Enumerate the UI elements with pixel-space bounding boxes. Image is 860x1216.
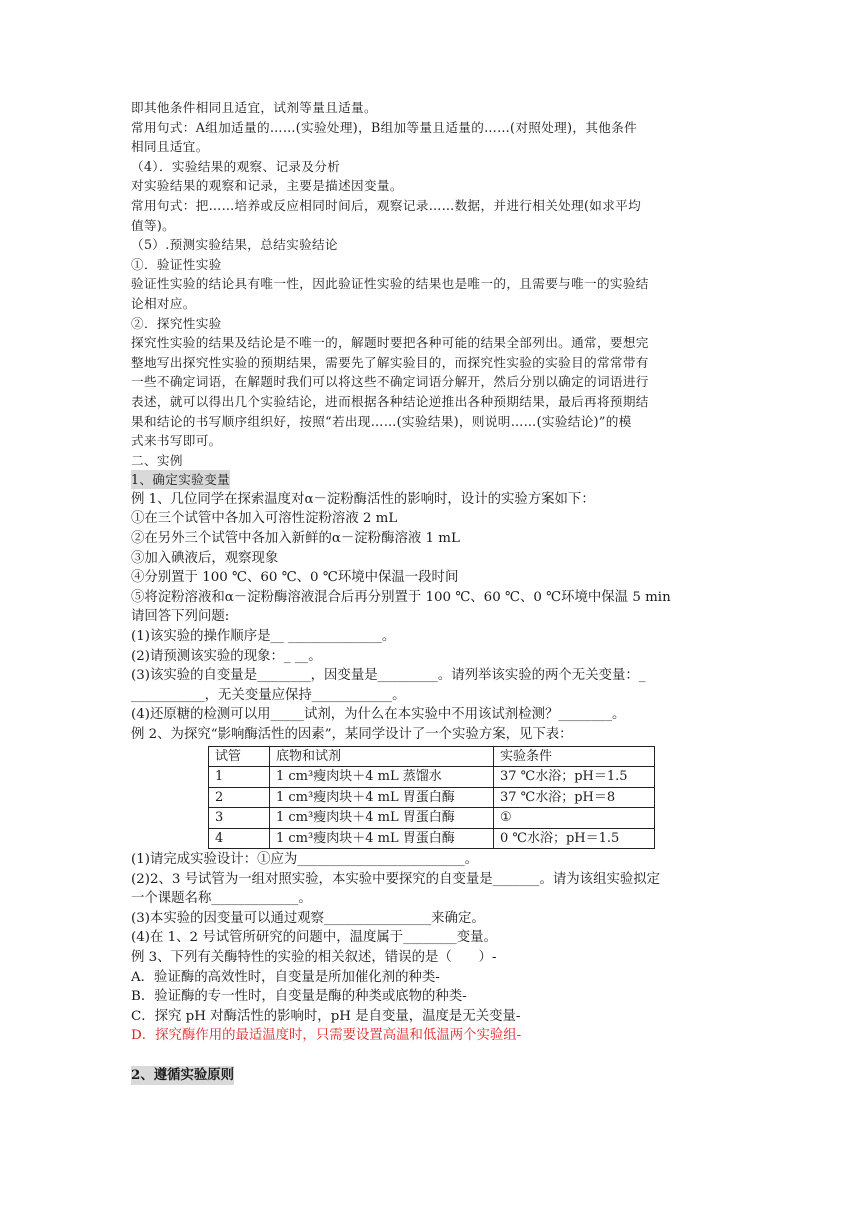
intro-text	[131, 98, 731, 470]
table-cell: 4	[209, 828, 270, 849]
text-line: 即其他条件相同且适宜，试剂等量且适量。	[131, 100, 377, 115]
table-cell: 1 cm³瘦肉块＋4 mL 胃蛋白酶	[270, 787, 494, 808]
option-text: D．探究酶作用的最适温度时，只需要设置高温和低温两个实验组	[131, 1028, 517, 1044]
question-line	[131, 948, 731, 968]
text-line: 相同且适宜。	[131, 139, 209, 155]
section-2-heading: 2、遵循实验原则	[131, 1066, 235, 1083]
option-d-answer	[131, 1026, 731, 1046]
text-line: 对实验结果的观察和记录，主要是描述因变量。	[131, 178, 403, 194]
section-1-heading: 1、确定实验变量	[131, 472, 230, 488]
question-line: (4)在 1、2 号试管所研究的问题中，温度属于________变量。	[131, 930, 497, 946]
table-cell: 1	[209, 767, 270, 788]
table-cell: 0 ℃水浴；pH＝1.5	[494, 828, 655, 849]
table-header-cell: 底物和试剂	[270, 746, 494, 767]
table-header-cell: 实验条件	[494, 746, 655, 767]
text-line: 常用句式：把……培养或反应相同时间后，观察记录……数据，并进行相关处理(如求平均	[131, 197, 642, 213]
table-header-cell: 试管	[209, 746, 270, 767]
question-line: ①在三个试管中各加入可溶性淀粉溶液 2 mL	[131, 511, 398, 527]
text-line: 值等)。	[131, 217, 176, 233]
option-text: B．验证酶的专一性时，自变量是酶的种类或底物的种类	[131, 989, 463, 1005]
example-3	[131, 948, 731, 1046]
paragraph-mark: -	[516, 1028, 522, 1044]
table-row	[209, 828, 655, 849]
table-row	[209, 808, 655, 829]
option-text: C．探究 pH 对酶活性的影响时，pH 是自变量，温度是无关变量	[131, 1008, 516, 1024]
blank-line	[131, 1046, 731, 1066]
text-line: 验证性实验的结论具有唯一性，因此验证性实验的结果也是唯一的，且需要与唯一的实验结	[131, 276, 649, 292]
text-line: 探究性实验的结果及结论是不唯一的，解题时要把各种可能的结果全部列出。通常，要想完	[131, 335, 649, 351]
text-line: 果和结论的书写顺序组织好，按照“若出现……(实验结果)，则说明……(实验结论)”的模	[131, 413, 632, 429]
text-line: ②．探究性实验	[131, 315, 222, 331]
text-line: ①．验证性实验	[131, 256, 222, 272]
option-text: A．验证酶的高效性时，自变量是所加催化剂的种类	[131, 969, 436, 985]
question-line: ⑤将淀粉溶液和α－淀粉酶溶液混合后再分别置于 100 ℃、60 ℃、0 ℃环境中保温 5 min	[131, 589, 671, 605]
question-line: (3)该实验的自变量是________，因变量是_________。请列举该实验的两个无关变量：_	[131, 668, 646, 684]
question-line: (4)还原糖的检测可以用_____试剂，为什么在本实验中不用该试剂检测？________。	[131, 707, 626, 723]
paragraph-mark: -	[491, 950, 497, 966]
table-cell: 37 ℃水浴；pH＝8	[494, 787, 655, 808]
table-cell: 2	[209, 787, 270, 808]
question-line: (3)本实验的因变量可以通过观察________________来确定。	[131, 910, 485, 926]
question-line: ___________，无关变量应保持____________。	[131, 687, 406, 703]
table-cell: ①	[494, 808, 655, 829]
text-line: 论相对应。	[131, 295, 196, 311]
question-line: 请回答下列问题:	[131, 609, 230, 625]
question-line: (2)2、3 号试管为一组对照实验，本实验中要探究的自变量是_______。请为该组实验拟定	[131, 871, 661, 887]
text-line: 整地写出探究性实验的预期结果，需要先了解实验目的，而探究性实验的实验目的常常带有	[131, 354, 649, 370]
table-row	[209, 767, 655, 788]
paragraph-mark: -	[515, 1008, 521, 1024]
document-page	[131, 98, 731, 1085]
section-title: 二、实例	[131, 452, 183, 468]
question-line: 例 2、为探究“影响酶活性的因素”，某同学设计了一个实验方案，见下表：	[131, 727, 573, 742]
table-cell: 3	[209, 808, 270, 829]
question-line: ③加入碘液后，观察现象	[131, 550, 279, 566]
example-1	[131, 490, 731, 745]
option-b	[131, 987, 731, 1007]
text-line: 式来书写即可。	[131, 433, 222, 449]
example-2-questions	[131, 850, 731, 948]
question-stem: 例 3、下列有关酶特性的实验的相关叙述，错误的是（ ）	[131, 950, 492, 966]
section-1-heading-row	[131, 470, 731, 490]
table-header-row	[209, 746, 655, 767]
section-2-heading-row	[131, 1066, 731, 1086]
paragraph-mark: -	[462, 989, 467, 1005]
question-line: 一个课题名称_____________。	[131, 891, 312, 907]
table-cell: 1 cm³瘦肉块＋4 mL 胃蛋白酶	[270, 828, 494, 849]
question-line: ②在另外三个试管中各加入新鲜的α－淀粉酶溶液 1 mL	[131, 531, 460, 547]
table-row	[209, 787, 655, 808]
text-line: （4）．实验结果的观察、记录及分析	[131, 158, 341, 174]
option-a	[131, 968, 731, 988]
table-cell: 1 cm³瘦肉块＋4 mL 蒸馏水	[270, 767, 494, 788]
text-line: 表述，就可以得出几个实验结论，进而根据各种结论逆推出各种预期结果，最后再将预期结	[131, 393, 649, 409]
question-line: (1)该实验的操作顺序是__ ______________。	[131, 629, 396, 645]
option-c	[131, 1007, 731, 1027]
paragraph-mark: -	[435, 969, 440, 985]
question-line: (1)请完成实验设计：①应为_________________________。	[131, 852, 479, 868]
question-line: (2)请预测该实验的现象：_ __。	[131, 648, 322, 664]
question-line: ④分别置于 100 ℃、60 ℃、0 ℃环境中保温一段时间	[131, 570, 459, 586]
text-line: 常用句式：A组加适量的……(实验处理)，B组加等量且适量的……(对照处理)，其他条件	[131, 119, 638, 135]
table-cell: 1 cm³瘦肉块＋4 mL 胃蛋白酶	[270, 808, 494, 829]
text-line: （5）.预测实验结果，总结实验结论	[131, 237, 338, 253]
experiment-table	[208, 746, 655, 850]
table-cell: 37 ℃水浴；pH＝1.5	[494, 767, 655, 788]
text-line: 一些不确定词语，在解题时我们可以将这些不确定词语分解开，然后分别以确定的词语进行	[131, 374, 649, 390]
question-line: 例 1、几位同学在探索温度对α－淀粉酶活性的影响时，设计的实验方案如下：	[131, 491, 595, 507]
